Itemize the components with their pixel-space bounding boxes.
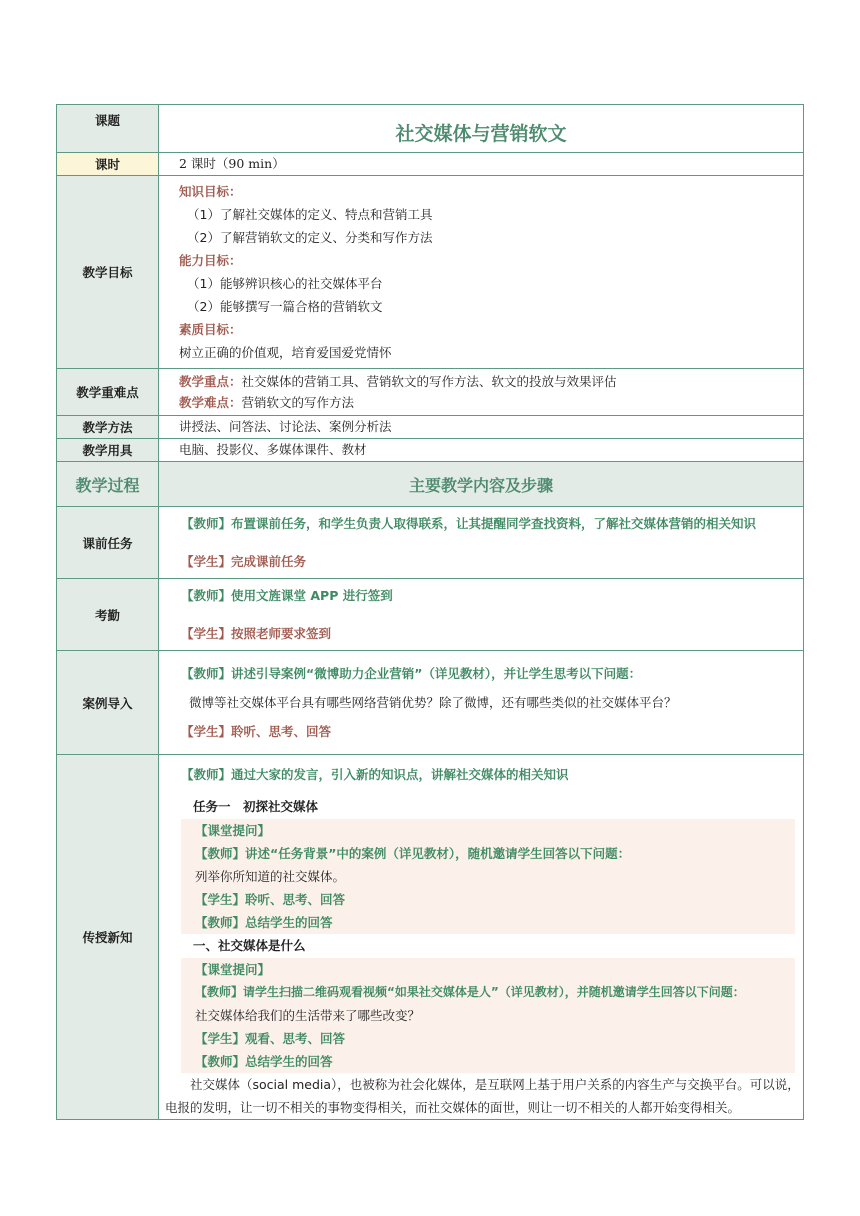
key-label: 教学重点： (179, 374, 242, 389)
question-teacher: 【教师】请学生扫描二维码观看视频“如果社交媒体是人”（详见教材），并随机邀请学生回答以下问题： (195, 985, 745, 999)
tools-value: 电脑、投影仪、多媒体课件、教材 (179, 442, 367, 457)
question-summary: 【教师】总结学生的回答 (195, 915, 333, 930)
new-knowledge-label: 传授新知 (57, 755, 159, 1120)
method-value: 讲授法、问答法、讨论法、案例分析法 (179, 419, 392, 434)
new-knowledge-row (57, 755, 804, 1120)
key-value: 社交媒体的营销工具、营销软文的写作方法、软文的投放与效果评估 (241, 374, 617, 389)
process-label: 教学过程 (57, 462, 159, 507)
question-block-2 (181, 958, 795, 1073)
attendance-label: 考勤 (57, 579, 159, 651)
question-student: 【学生】聆听、思考、回答 (195, 892, 346, 907)
tools-label: 教学用具 (57, 439, 159, 462)
quality-item: 树立正确的价值观，培育爱国爱党情怀 (179, 345, 392, 360)
attendance-teacher: 【教师】使用文旌课堂 APP 进行签到 (181, 587, 393, 603)
attendance-student: 【学生】按照老师要求签到 (181, 625, 332, 641)
key-points-content (159, 369, 803, 415)
question-tag: 【课堂提问】 (195, 823, 271, 838)
topic-label: 课题 (57, 105, 159, 153)
ability-title: 能力目标： (179, 253, 242, 268)
objectives-label: 教学目标 (57, 176, 159, 369)
objectives-content (159, 176, 803, 368)
pre-class-student: 【学生】完成课前任务 (181, 553, 307, 569)
case-intro-question: 微博等社交媒体平台具有哪些网络营销优势？除了微博，还有哪些类似的社交媒体平台？ (189, 694, 677, 710)
tools-row (57, 439, 804, 462)
question-block-1 (181, 819, 795, 934)
method-label: 教学方法 (57, 416, 159, 439)
ability-item: （1）能够辨识核心的社交媒体平台 (187, 276, 383, 291)
quality-title: 素质目标： (179, 322, 242, 337)
lesson-plan-table (56, 104, 804, 1120)
pre-class-teacher: 【教师】布置课前任务，和学生负责人取得联系，让其提醒同学查找资料，了解社交媒体营销的相关知识 (181, 515, 757, 531)
question-text: 列举你所知道的社交媒体。 (195, 869, 346, 884)
question-tag: 【课堂提问】 (195, 962, 271, 977)
process-header-row (57, 462, 804, 507)
key-points-row (57, 369, 804, 416)
difficult-value: 营销软文的写作方法 (241, 395, 355, 410)
topic-row (57, 105, 804, 153)
body-paragraph: 社交媒体（social media），也被称为社会化媒体，是互联网上基于用户关系的内容生产与交换平台。可以说，电报的发明，让一切不相关的事物变得相关，而社交媒体的面世，则让一切不相关的人都开始变得相关。 (165, 1077, 800, 1115)
difficult-label: 教学难点： (179, 395, 242, 410)
knowledge-item: （2）了解营销软文的定义、分类和写作方法 (187, 230, 433, 245)
hours-label: 课时 (57, 153, 159, 176)
case-intro-teacher: 【教师】讲述引导案例“微博助力企业营销”（详见教材），并让学生思考以下问题： (181, 665, 642, 681)
pre-class-label: 课前任务 (57, 507, 159, 579)
key-points-label: 教学重难点 (57, 369, 159, 416)
page-title: 社交媒体与营销软文 (395, 123, 567, 145)
case-intro-student: 【学生】聆听、思考、回答 (181, 723, 332, 739)
process-content-label: 主要教学内容及步骤 (159, 462, 804, 507)
new-knowledge-intro: 【教师】通过大家的发言，引入新的知识点，讲解社交媒体的相关知识 (181, 767, 569, 782)
method-row (57, 416, 804, 439)
topic-cell (159, 105, 804, 153)
attendance-row (57, 579, 804, 651)
hours-row (57, 153, 804, 176)
case-intro-label: 案例导入 (57, 651, 159, 755)
question-text: 社交媒体给我们的生活带来了哪些改变？ (195, 1008, 421, 1023)
ability-item: （2）能够撰写一篇合格的营销软文 (187, 299, 383, 314)
question-summary: 【教师】总结学生的回答 (195, 1054, 333, 1069)
section-title: 一、社交媒体是什么 (193, 938, 306, 953)
objectives-row (57, 176, 804, 369)
case-intro-row (57, 651, 804, 755)
task-title: 任务一 初探社交媒体 (193, 799, 319, 814)
hours-value: 2 课时（90 min） (179, 156, 285, 171)
knowledge-item: （1）了解社交媒体的定义、特点和营销工具 (187, 207, 433, 222)
question-teacher: 【教师】讲述“任务背景”中的案例（详见教材），随机邀请学生回答以下问题： (195, 846, 631, 861)
knowledge-title: 知识目标： (179, 184, 242, 199)
pre-class-row (57, 507, 804, 579)
question-student: 【学生】观看、思考、回答 (195, 1031, 346, 1046)
